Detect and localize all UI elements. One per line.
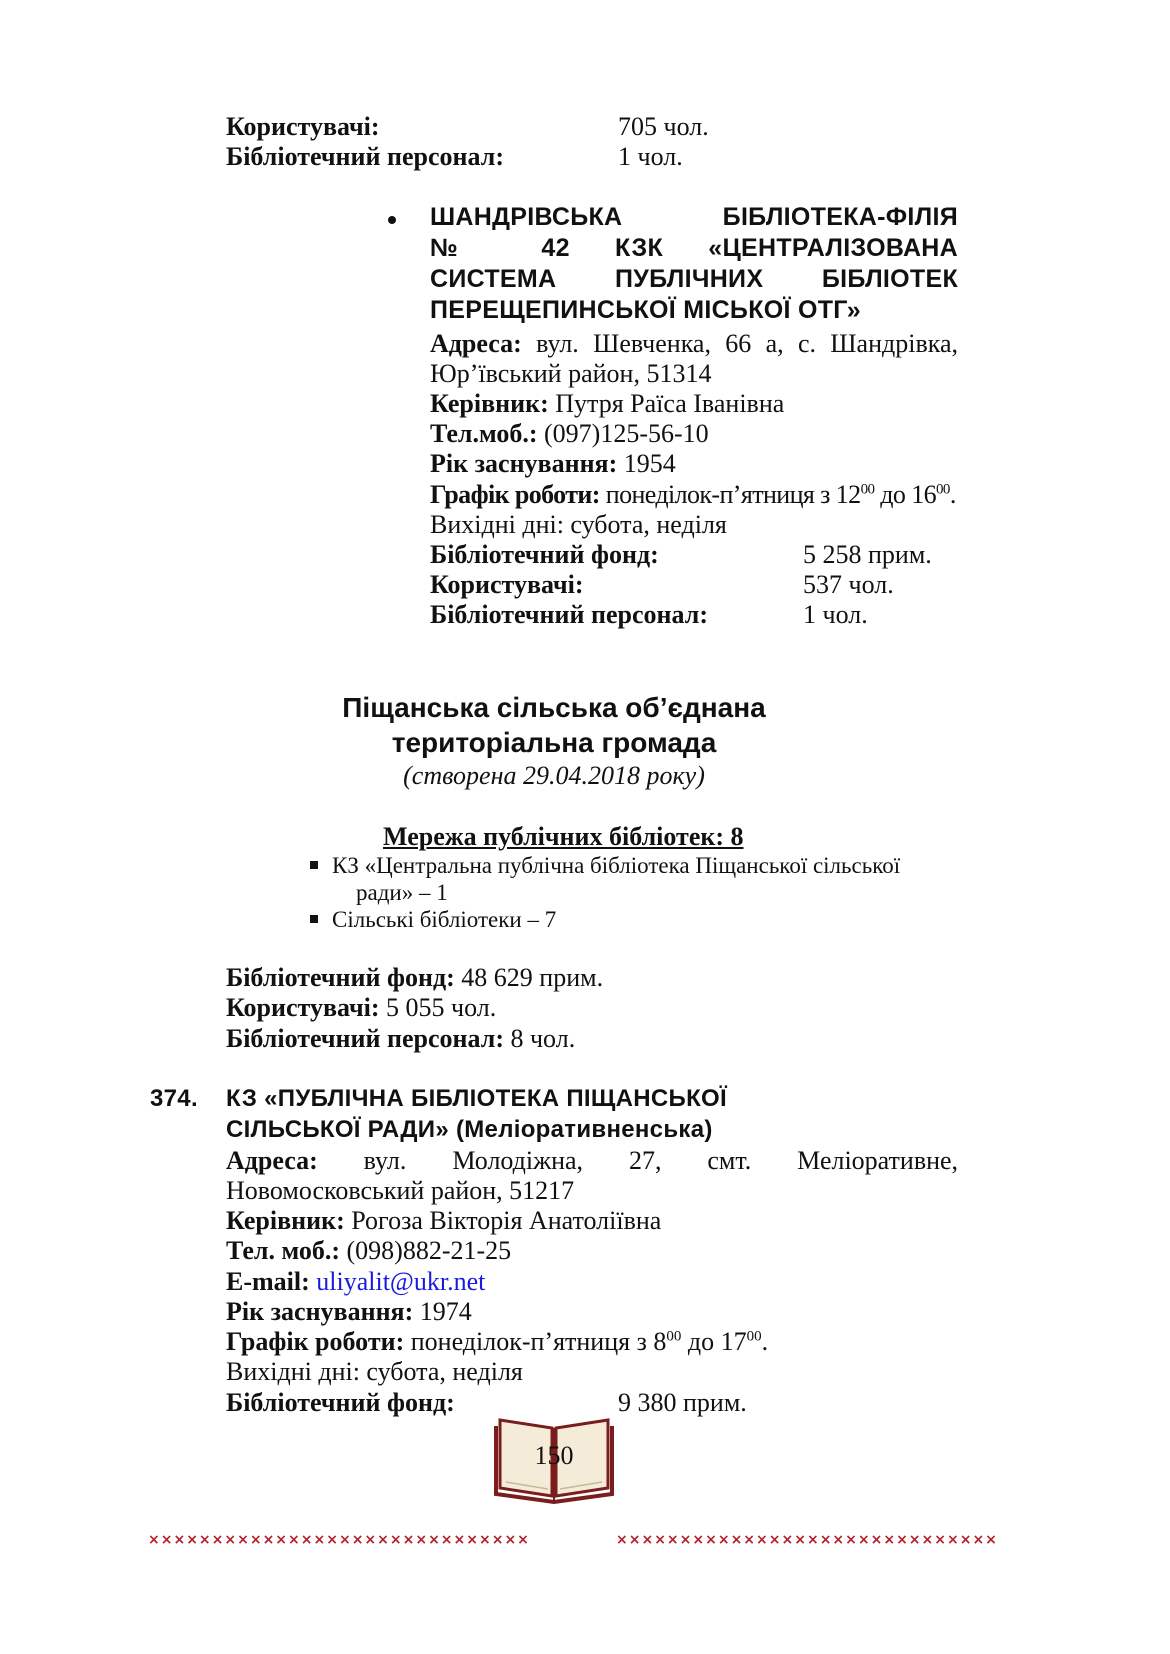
shandrivka-schedule: Графік роботи: понеділок-п’ятниця з $12^{00}$ до $16^{00}$. [430, 480, 956, 509]
entry-days-off: Вихідні дні: субота, неділя [226, 1357, 523, 1386]
network-item-1: КЗ «Центральна публічна бібліотека Піщанської сільської [310, 852, 900, 880]
shandrivka-users-value: 537 чол. [803, 570, 894, 599]
staff-value: 1 чол. [618, 142, 683, 171]
community-title-line-2: територіальна громада [391, 727, 717, 758]
entry-address: Адреса: вул. Молодіжна, 27, смт. Меліоративне, [226, 1146, 959, 1175]
users-value: 705 чол. [618, 112, 709, 141]
bullet-icon [388, 216, 396, 224]
entry-email: E-mail: uliyalit@ukr.net [226, 1267, 486, 1296]
entry-founded: Рік заснування: 1974 [226, 1297, 472, 1326]
shandrivka-founded: Рік заснування: 1954 [430, 449, 676, 478]
shandrivka-fund-value: 5 258 прим. [803, 540, 932, 569]
network-item-2: Сільські бібліотеки – 7 [310, 906, 556, 934]
network-heading: Мережа публічних бібліотек: 8 [383, 822, 744, 851]
entry-schedule: Графік роботи: понеділок-п’ятниця з $8^{00}$ до $17^{00}$. [226, 1327, 769, 1356]
entry-phone: Тел. моб.: (098)882-21-25 [226, 1236, 512, 1265]
shandrivka-title-line-1: ШАНДРІВСЬКА БІБЛІОТЕКА-ФІЛІЯ [430, 203, 958, 231]
shandrivka-title-line-3: СИСТЕМА ПУБЛІЧНИХ БІБЛІОТЕК [430, 265, 959, 293]
ornament-right: ×××××××××××××××××××××××××××××× [616, 1532, 998, 1548]
entry-title-line-1: КЗ «ПУБЛІЧНА БІБЛІОТЕКА ПІЩАНСЬКОЇ [226, 1085, 727, 1112]
shandrivka-users-label: Користувачі: [430, 570, 584, 599]
shandrivka-address: Адреса: вул. Шевченка, 66 а, с. Шандрівка, [430, 329, 958, 358]
shandrivka-head: Керівник: Путря Раїса Іванівна [430, 389, 785, 418]
square-bullet-icon [310, 861, 318, 869]
shandrivka-title-line-2: № 42 КЗК «ЦЕНТРАЛІЗОВАНА [430, 234, 959, 262]
entry-head: Керівник: Рогоза Вікторія Анатоліївна [226, 1206, 662, 1235]
community-fund: Бібліотечний фонд: 48 629 прим. [226, 963, 604, 992]
community-staff: Бібліотечний персонал: 8 чол. [226, 1024, 576, 1053]
community-users: Користувачі: 5 055 чол. [226, 993, 497, 1022]
staff-label: Бібліотечний персонал: [226, 142, 504, 171]
entry-fund-value: 9 380 прим. [618, 1388, 747, 1417]
shandrivka-address-line-2: Юр’ївський район, 51314 [430, 359, 712, 388]
entry-title-line-2: СІЛЬСЬКОЇ РАДИ» (Меліоративненська) [226, 1116, 713, 1143]
entry-number: 374. [150, 1085, 198, 1112]
entry-fund-label: Бібліотечний фонд: [226, 1388, 455, 1417]
ornament-left: ×××××××××××××××××××××××××××××× [148, 1532, 530, 1548]
users-label: Користувачі: [226, 112, 380, 141]
network-item-1-cont: ради» – 1 [356, 880, 448, 905]
shandrivka-title-line-4: ПЕРЕЩЕПИНСЬКОЇ МІСЬКОЇ ОТГ» [430, 296, 861, 324]
shandrivka-fund-label: Бібліотечний фонд: [430, 540, 659, 569]
shandrivka-days-off: Вихідні дні: субота, неділя [430, 510, 727, 539]
shandrivka-phone: Тел.моб.: (097)125-56-10 [430, 419, 709, 448]
community-created: (створена 29.04.2018 року) [403, 761, 705, 790]
shandrivka-staff-label: Бібліотечний персонал: [430, 600, 708, 629]
shandrivka-staff-value: 1 чол. [803, 600, 868, 629]
community-title-line-1: Піщанська сільська об’єднана [342, 692, 766, 723]
entry-address-line-2: Новомосковський район, 51217 [226, 1176, 575, 1205]
page-number: 150 [534, 1441, 574, 1470]
square-bullet-icon [310, 915, 318, 923]
email-link[interactable]: uliyalit@ukr.net [316, 1267, 486, 1296]
